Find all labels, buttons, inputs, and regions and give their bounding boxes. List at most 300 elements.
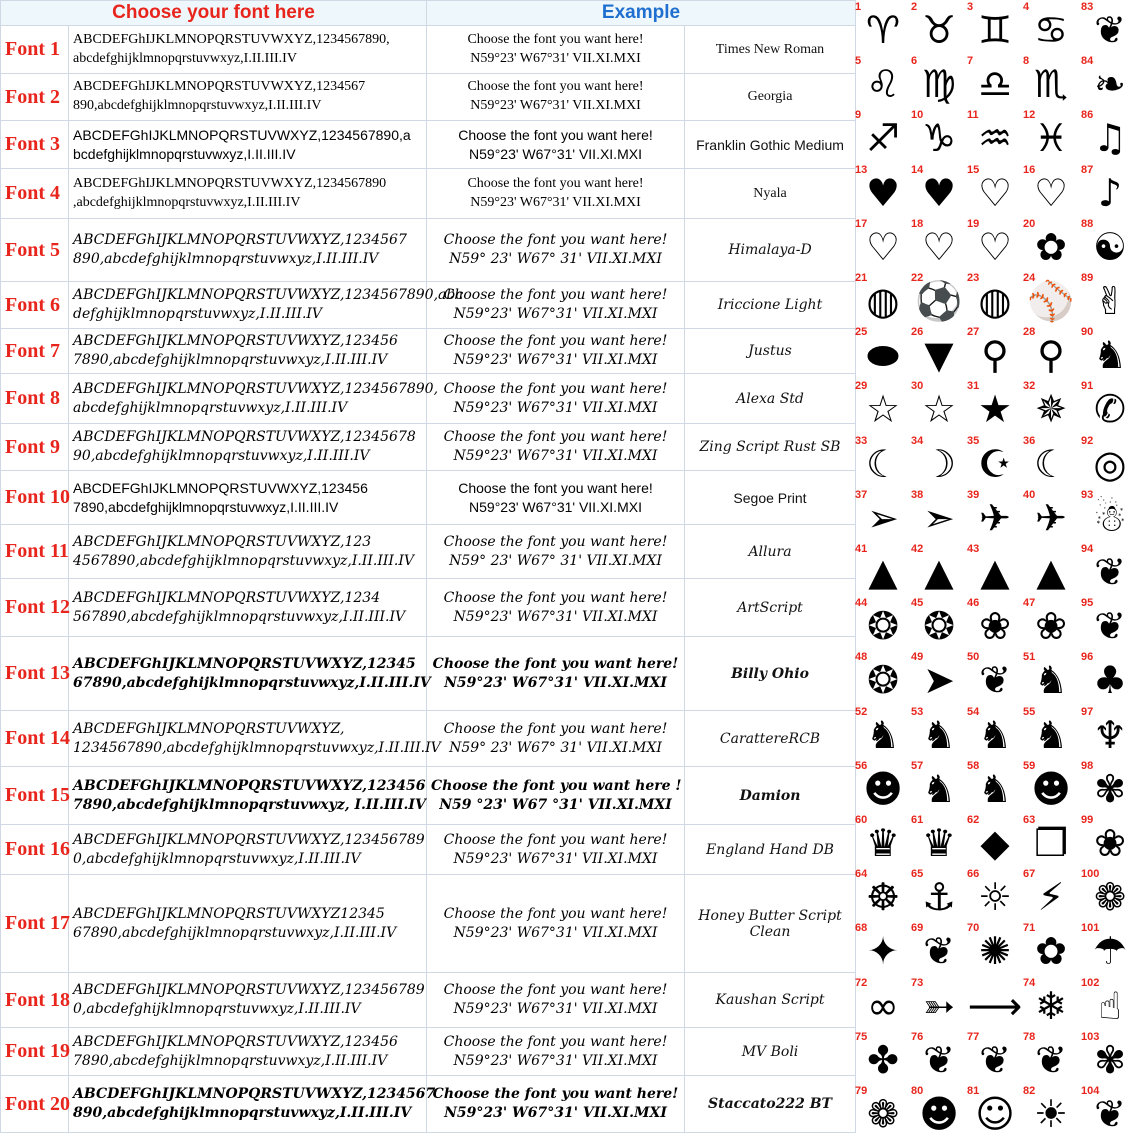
icon-number: 104 (1081, 1085, 1100, 1097)
icon-number: 64 (855, 868, 868, 881)
icon-item[interactable] (967, 868, 1023, 922)
font-sample (69, 424, 427, 471)
font-name: Franklin Gothic Medium (685, 121, 856, 169)
icon-item[interactable] (967, 814, 1023, 868)
icon-item[interactable] (1081, 218, 1139, 272)
font-row[interactable] (1, 875, 856, 973)
example-line-2: N59° 23' W67° 31' VII.XI.MXI (449, 739, 662, 756)
font-sample (69, 219, 427, 282)
icon-item[interactable] (1023, 380, 1079, 434)
font-number-label: Font 10 (1, 471, 69, 525)
icon-item[interactable] (1023, 326, 1079, 380)
pinwheel-icon: ✤ (867, 1037, 899, 1082)
icon-item[interactable] (1081, 55, 1139, 109)
font-sample-line-2: 4567890,abcdefghijklmnopqrstuvwxyz,I.II.III.IV (73, 552, 414, 569)
icon-item[interactable] (911, 1, 967, 55)
mountain-icon: ▲ (1036, 550, 1066, 594)
font-row[interactable] (1, 424, 856, 471)
icon-item[interactable] (911, 814, 967, 868)
font-example (427, 26, 685, 74)
icon-item[interactable] (855, 55, 911, 109)
icon-number: 71 (1023, 922, 1036, 935)
lotus-icon: ✿ (1035, 224, 1067, 269)
panda-face-icon: ☻ (919, 1092, 959, 1136)
example-line-1: Choose the font you want here! (467, 31, 644, 47)
icon-number: 86 (1081, 109, 1094, 122)
font-sample (69, 525, 427, 579)
font-sample (69, 973, 427, 1028)
font-number-label: Font 11 (1, 525, 69, 579)
icon-item[interactable] (967, 922, 1023, 976)
font-name: Georgia (685, 74, 856, 121)
font-sample-line-2: ,abcdefghijklmnopqrstuvwxyz,I.II.III.IV (73, 194, 301, 210)
icon-item[interactable] (1023, 597, 1079, 651)
example-line-2: N59°23' W67°31' VII.XI.MXI (453, 850, 658, 867)
icon-number: 7 (967, 55, 974, 68)
font-row[interactable] (1, 1076, 856, 1133)
icon-item[interactable] (1023, 977, 1079, 1031)
font-sample-line-1: ABCDEFGhIJKLMNOPQRSTUVWXYZ,1234567890, (73, 380, 439, 397)
icon-item[interactable] (1023, 55, 1079, 109)
icon-item[interactable] (1023, 218, 1079, 272)
icon-item[interactable] (1023, 651, 1079, 705)
icon-number: 19 (967, 217, 980, 230)
font-example (427, 374, 685, 424)
font-sample-line-1: ABCDEFGhIJKLMNOPQRSTUVWXYZ,1234 (73, 589, 381, 606)
dolphin-icon: ❀ (979, 604, 1011, 649)
icon-item[interactable] (855, 651, 911, 705)
font-row[interactable] (1, 973, 856, 1028)
icon-item[interactable] (855, 164, 911, 218)
icon-item[interactable] (855, 380, 911, 434)
icon-item[interactable] (967, 706, 1023, 760)
font-sample-line-2: bcdefghijklmnopqrstuvwxyz,I.II.III.IV (73, 145, 296, 162)
icon-number: 98 (1081, 759, 1094, 772)
icon-number: 50 (967, 651, 980, 664)
icon-item[interactable] (911, 489, 967, 543)
font-sample-line-1: ABCDEFGhIJKLMNOPQRSTUVWXYZ,1234567 (73, 79, 366, 95)
moon-solid-icon: ☽ (921, 441, 957, 486)
font-sample-line-2: 67890,abcdefghijklmnopqrstuvwxyz,I.II.III.IV (73, 674, 431, 691)
icon-item[interactable] (855, 597, 911, 651)
icon-number: 35 (967, 434, 980, 447)
infinity-icon: ∞ (867, 983, 899, 1028)
icon-item[interactable] (855, 489, 911, 543)
icon-item[interactable] (911, 55, 967, 109)
font-sample (69, 579, 427, 637)
icon-item[interactable] (1023, 109, 1079, 163)
mountain-icon: ▲ (980, 550, 1010, 594)
font-name: Staccato222 BT (685, 1076, 856, 1133)
icon-number: 45 (911, 597, 924, 610)
scorpio-icon: ♏ (1033, 62, 1069, 107)
font-example (427, 973, 685, 1028)
font-name: Iriccione Light (685, 282, 856, 329)
font-row[interactable] (1, 525, 856, 579)
arrow-icon: ⟶ (967, 983, 1023, 1028)
icon-item[interactable] (1081, 1031, 1139, 1085)
icon-number: 55 (1023, 705, 1036, 718)
font-row[interactable] (1, 1028, 856, 1076)
icon-item[interactable] (1081, 868, 1139, 922)
icon-item[interactable] (911, 1031, 967, 1085)
font-name: Damion (685, 767, 856, 825)
virgo-icon: ♍ (921, 62, 957, 107)
icon-number: 44 (855, 597, 868, 610)
maple-leaf-icon: ❦ (1094, 8, 1126, 52)
icon-item[interactable] (1081, 109, 1139, 163)
icon-number: 97 (1081, 705, 1094, 718)
example-line-1: Choose the font you want here! (443, 232, 668, 249)
feather-solid-icon: ❦ (1094, 604, 1126, 649)
icon-item[interactable] (1081, 435, 1139, 489)
icon-number: 96 (1081, 651, 1094, 664)
icon-number: 88 (1081, 217, 1094, 230)
compass-star-icon: ✦ (867, 929, 899, 974)
font-example (427, 579, 685, 637)
font-row[interactable] (1, 579, 856, 637)
icon-number: 21 (855, 272, 868, 284)
icon-number: 74 (1023, 976, 1036, 989)
icon-item[interactable] (911, 435, 967, 489)
font-row[interactable] (1, 121, 856, 169)
anchor-icon: ⚓ (921, 875, 957, 920)
cyclist-icon: ⚲ (981, 333, 1009, 378)
font-row[interactable] (1, 329, 856, 374)
font-sample-line-1: ABCDEFGhIJKLMNOPQRSTUVWXYZ,12345678 (73, 429, 416, 446)
wings-icon: ❧ (1094, 62, 1126, 107)
icon-item[interactable] (1023, 489, 1079, 543)
icon-number: 69 (911, 922, 924, 935)
icon-item[interactable] (967, 272, 1023, 326)
font-sample-line-2: abcdefghijklmnopqrstuvwxyz,I.II.III.IV (73, 399, 348, 416)
icon-item[interactable] (855, 868, 911, 922)
font-sample-line-1: ABCDEFGhIJKLMNOPQRSTUVWXYZ,123456 (73, 1033, 398, 1050)
font-name: Zing Script Rust SB (685, 424, 856, 471)
icon-item[interactable] (911, 164, 967, 218)
font-number-label: Font 9 (1, 424, 69, 471)
cancer-icon: ♋ (1033, 8, 1069, 52)
taurus-icon: ♉ (921, 8, 957, 52)
font-sample-line-1: ABCDEFGhIJKLMNOPQRSTUVWXYZ,123 (73, 533, 372, 550)
icon-item[interactable] (967, 1, 1023, 55)
broken-heart-icon: ♡ (1033, 170, 1069, 215)
icon-item[interactable] (911, 706, 967, 760)
icon-number: 15 (967, 163, 980, 176)
font-sample-line-1: ABCDEFGhIJKLMNOPQRSTUVWXYZ,123456 (73, 333, 398, 350)
icon-number: 18 (911, 217, 924, 230)
icon-number: 22 (911, 272, 924, 284)
icon-item[interactable] (855, 543, 911, 597)
icon-item[interactable] (855, 435, 911, 489)
icon-item[interactable] (967, 760, 1023, 814)
snowflake-icon: ❄ (1035, 983, 1067, 1028)
icon-item[interactable] (967, 1031, 1023, 1085)
icon-number: 32 (1023, 380, 1036, 393)
icon-item[interactable] (911, 326, 967, 380)
icon-item[interactable] (1023, 706, 1079, 760)
font-sample-line-1: ABCDEFGhIJKLMNOPQRSTUVWXYZ,123456 (73, 479, 368, 496)
icon-item[interactable] (1023, 1031, 1079, 1085)
icon-item[interactable] (1081, 706, 1139, 760)
paper-plane-icon: ➣ (923, 495, 955, 540)
icon-item[interactable] (911, 1085, 967, 1139)
icon-number: 92 (1081, 434, 1094, 447)
icon-item[interactable] (911, 651, 967, 705)
font-name: England Hand DB (685, 825, 856, 875)
icon-number: 83 (1081, 1, 1094, 13)
icon-item[interactable] (1081, 543, 1139, 597)
icon-item[interactable] (855, 1, 911, 55)
horse-icon: ♞ (921, 712, 957, 757)
example-line-1: Choose the font you want here! (458, 126, 653, 143)
font-sample (69, 374, 439, 424)
font-sample-line-2: 67890,abcdefghijklmnopqrstuvwxyz,I.II.III.IV (73, 924, 397, 941)
icon-number: 82 (1023, 1085, 1036, 1097)
font-sample (69, 637, 431, 711)
icon-item[interactable] (967, 218, 1023, 272)
example-line-1: Choose the font you want here! (443, 982, 668, 999)
icon-item[interactable] (1023, 1085, 1079, 1139)
icon-item[interactable] (967, 55, 1023, 109)
font-example (427, 471, 685, 525)
icon-item[interactable] (967, 164, 1023, 218)
font-number-label: Font 20 (1, 1076, 69, 1133)
octopus-icon: ❂ (923, 604, 955, 649)
icon-item[interactable] (911, 543, 967, 597)
icon-number: 23 (967, 272, 980, 284)
icon-item[interactable] (1081, 1, 1139, 55)
font-example (427, 219, 685, 282)
font-row[interactable] (1, 637, 856, 711)
font-example (427, 525, 685, 579)
icon-item[interactable] (855, 326, 911, 380)
icon-number: 12 (1023, 109, 1036, 122)
font-row[interactable] (1, 169, 856, 219)
icon-number: 60 (855, 814, 868, 826)
butterfly-icon: ❦ (979, 658, 1011, 703)
mountain-icon: ▲ (868, 550, 898, 594)
example-line-2: N59°23' W67°31' VII.XI.MXI (469, 498, 642, 515)
icon-number: 57 (911, 759, 924, 772)
font-sample (69, 875, 427, 973)
font-example (427, 767, 685, 825)
icon-item[interactable] (967, 597, 1023, 651)
font-name: CarattereRCB (685, 711, 856, 767)
font-example (427, 329, 685, 374)
font-number-label: Font 19 (1, 1028, 69, 1076)
capricorn-icon: ♑ (921, 116, 957, 161)
icon-number: 70 (967, 922, 980, 935)
icon-item[interactable] (1023, 164, 1079, 218)
icon-number: 27 (967, 326, 980, 339)
icon-number: 95 (1081, 597, 1094, 610)
icon-item[interactable] (911, 380, 967, 434)
icon-item[interactable] (855, 922, 911, 976)
icon-item[interactable] (1081, 814, 1139, 868)
font-row[interactable] (1, 471, 856, 525)
example-line-1: Choose the font you want here! (432, 1086, 679, 1103)
font-sample-line-1: ABCDEFGhIJKLMNOPQRSTUVWXYZ,1234567890, (73, 31, 390, 47)
font-row[interactable] (1, 374, 856, 424)
icon-item[interactable] (911, 218, 967, 272)
icon-item[interactable] (1081, 597, 1139, 651)
icon-number: 20 (1023, 217, 1036, 230)
icon-number: 48 (855, 651, 868, 664)
icon-item[interactable] (1023, 814, 1079, 868)
font-name: ArtScript (685, 579, 856, 637)
icon-item[interactable] (1081, 164, 1139, 218)
icon-item[interactable] (911, 272, 967, 326)
icon-item[interactable] (967, 543, 1023, 597)
font-example (427, 74, 685, 121)
font-number-label: Font 8 (1, 374, 69, 424)
icon-item[interactable] (967, 109, 1023, 163)
font-sample-line-1: ABCDEFGhIJKLMNOPQRSTUVWXYZ,12345 (73, 655, 416, 672)
example-line-1: Choose the font you want here! (443, 589, 668, 606)
example-line-1: Choose the font you want here! (443, 333, 668, 350)
icon-number: 39 (967, 488, 980, 501)
moon-stars-icon: ☪ (977, 441, 1013, 486)
example-line-2: N59 °23' W67 °31' VII.XI.MXI (439, 796, 672, 813)
icon-item[interactable] (1081, 380, 1139, 434)
font-sample-line-2: 890,abcdefghijklmnopqrstuvwxyz,I.II.III.IV (73, 251, 379, 267)
example-line-2: N59°23' W67°31' VII.XI.MXI (469, 145, 642, 162)
font-sample (69, 711, 441, 767)
icon-number: 90 (1081, 326, 1094, 339)
font-row[interactable] (1, 767, 856, 825)
font-row[interactable] (1, 711, 856, 767)
moon-outline-icon: ☾ (865, 441, 901, 486)
gemini-icon: ♊ (977, 8, 1013, 52)
icon-item[interactable] (1081, 760, 1139, 814)
icon-item[interactable] (911, 760, 967, 814)
font-row[interactable] (1, 26, 856, 74)
icon-item[interactable] (1023, 868, 1079, 922)
icon-number: 29 (855, 380, 868, 393)
aquarius-icon: ♒ (977, 116, 1013, 161)
icon-item[interactable] (1023, 760, 1079, 814)
icon-item[interactable] (967, 326, 1023, 380)
icon-number: 80 (911, 1085, 924, 1097)
icon-item[interactable] (1081, 651, 1139, 705)
font-sample-line-1: ABCDEFGhIJKLMNOPQRSTUVWXYZ12345 (73, 905, 385, 922)
panda-icon: ☻ (863, 766, 903, 811)
icon-number: 5 (855, 55, 862, 68)
icon-item[interactable] (855, 977, 911, 1031)
font-name: Alexa Std (685, 374, 856, 424)
icon-item[interactable] (855, 814, 911, 868)
example-line-2: N59°23' W67°31' VII.XI.MXI (453, 399, 658, 416)
icon-item[interactable] (911, 977, 967, 1031)
example-line-2: N59°23' W67°31' VII.XI.MXI (453, 1001, 658, 1017)
icon-number: 41 (855, 543, 868, 555)
icon-item[interactable] (855, 1031, 911, 1085)
icon-number: 62 (967, 814, 980, 826)
icon-item[interactable] (911, 109, 967, 163)
font-name: Honey Butter Script Clean (685, 875, 856, 973)
icon-item[interactable] (1081, 977, 1139, 1031)
icon-item[interactable] (855, 109, 911, 163)
icon-number: 99 (1081, 814, 1094, 826)
icon-item[interactable] (1023, 922, 1079, 976)
example-line-2: N59°23' W67°31' VII.XI.MXI (453, 1052, 658, 1069)
icon-item[interactable] (967, 489, 1023, 543)
icon-item[interactable] (1023, 272, 1079, 326)
icon-item[interactable] (1023, 1, 1079, 55)
icon-item[interactable] (855, 760, 911, 814)
icon-number: 42 (911, 543, 924, 555)
icon-item[interactable] (911, 597, 967, 651)
icon-item[interactable] (855, 272, 911, 326)
icon-item[interactable] (967, 651, 1023, 705)
font-name: Allura (685, 525, 856, 579)
font-sample-line-1: ABCDEFGhIJKLMNOPQRSTUVWXYZ,1234567890 (73, 175, 387, 191)
icon-item[interactable] (1081, 272, 1139, 326)
example-line-1: Choose the font you want here! (443, 287, 668, 304)
icon-item[interactable] (967, 435, 1023, 489)
font-row[interactable] (1, 219, 856, 282)
icon-number: 25 (855, 326, 868, 339)
icon-number: 76 (911, 1030, 924, 1043)
leo-icon: ♌ (865, 62, 901, 107)
horse-head-icon: ♞ (1033, 658, 1069, 703)
example-line-2: N59°23' W67°31' VII.XI.MXI (470, 194, 641, 210)
font-number-label: Font 4 (1, 169, 69, 219)
icon-item[interactable] (1081, 922, 1139, 976)
icon-item[interactable] (1081, 489, 1139, 543)
icon-item[interactable] (967, 977, 1023, 1031)
icon-item[interactable] (911, 922, 967, 976)
heartbeat-icon: ♡ (977, 224, 1013, 269)
bicycle-icon: ⚲ (1037, 333, 1065, 378)
icon-item[interactable] (855, 218, 911, 272)
icon-item[interactable] (967, 380, 1023, 434)
icon-number: 31 (967, 380, 980, 393)
font-row[interactable] (1, 825, 856, 875)
example-line-1: Choose the font you want here! (443, 533, 668, 550)
icon-item[interactable] (855, 1085, 911, 1139)
font-row[interactable] (1, 74, 856, 121)
fish-icon: ❀ (1035, 604, 1067, 649)
icon-item[interactable] (967, 1085, 1023, 1139)
star-outline-icon: ☆ (865, 387, 901, 432)
icon-number: 28 (1023, 326, 1036, 339)
baseball-icon: ⚾ (1027, 279, 1075, 323)
icon-item[interactable] (1023, 435, 1079, 489)
font-sample (69, 471, 427, 525)
lightbulb-icon: ☼ (977, 875, 1013, 920)
example-line-2: N59° 23' W67° 31' VII.XI.MXI (449, 251, 662, 267)
example-line-1: Choose the font you want here! (432, 655, 679, 672)
icon-number: 26 (911, 326, 924, 339)
icon-number: 84 (1081, 55, 1094, 68)
icon-number: 13 (855, 163, 868, 176)
example-line-2: N59°23' W67°31' VII.XI.MXI (453, 924, 658, 941)
icon-item[interactable] (911, 868, 967, 922)
santa-icon: ☃ (1092, 495, 1128, 540)
icon-item[interactable] (1081, 1085, 1139, 1139)
font-example (427, 282, 685, 329)
shark-icon: ➤ (923, 658, 955, 703)
font-sample-line-2: 7890,abcdefghijklmnopqrstuvwxyz,I.II.III.IV (73, 1052, 388, 1069)
icon-item[interactable] (1023, 543, 1079, 597)
icon-item[interactable] (1081, 326, 1139, 380)
icon-number: 54 (967, 705, 980, 718)
font-sample (69, 1028, 427, 1076)
icon-item[interactable] (855, 706, 911, 760)
font-row[interactable] (1, 282, 856, 329)
